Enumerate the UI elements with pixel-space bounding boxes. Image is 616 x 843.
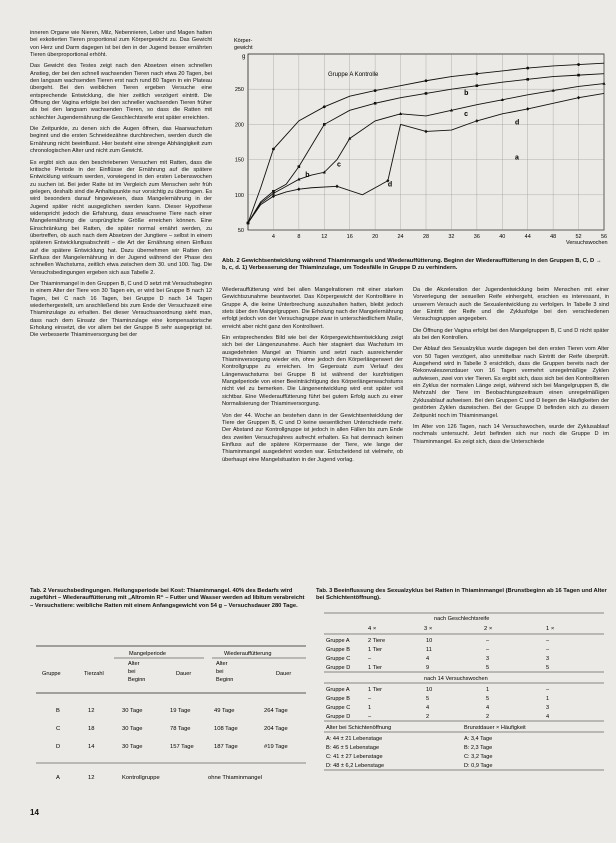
x-tick-label: 20 — [372, 234, 379, 240]
middle-text-column — [222, 287, 403, 468]
cell: 18 — [88, 726, 95, 732]
cell: 187 Tage — [214, 744, 238, 750]
paragraph: Der Ablauf des Sexualzyklus wurde dagegen bei den ersten Tieren vom Alter von 50 Tagen verzögert, also unmittelbar nach Eintritt der Reife überprüft. Ausgehend wird in Tabelle 3 ersichtlich, dass die Gruppen bereits nach der Rekonvaleszenzdauer von 16 Tagen vermehrt unregelmäßige Zyklen aufwiesen, zwei von vier Tieren. Es ergibt sich, dass sich bei den Kontrolltieren ein Zyklus der normalen Länge zeigt, während sich bei Mangelgruppen B, die Mehrzahl der Tiere im Beobachtungszeitraum einen unregelmäßigen Zyklusablauf aufweisen. Bei den Gruppen C und D liegen die Häufigkeiten der gestörten Zyklen dazwischen. Bei der Gruppe D befinden sich zu diesem Zeitpunkt noch im Thiaminmangel. — [413, 346, 609, 419]
table3-cell: 4 — [486, 705, 490, 711]
cell: A — [56, 775, 60, 781]
table3-cell: – — [368, 656, 372, 662]
x-tick-label: 36 — [473, 234, 480, 240]
table3-cell: 5 — [486, 665, 490, 671]
table3-cell: – — [546, 687, 550, 693]
data-point — [476, 84, 479, 87]
table2-row-a — [56, 775, 262, 781]
left-text-column — [30, 30, 212, 344]
x-tick-label: 16 — [346, 234, 353, 240]
data-point — [323, 123, 326, 126]
paragraph: Die Zeitpunkte, zu denen sich die Augen öffnen, das Haarwachstum beginnt und die ersten Schneidezähne durchbrechen, werden durch die Ernährung nicht beeinflusst. Hier besteht eine strenge Abhängigkeit zum chronologischen Alter und nicht zum Gewicht. — [30, 126, 212, 155]
point-label: c — [337, 161, 341, 169]
table3-cell: 1 Tier — [368, 647, 382, 653]
table3-block-b — [326, 687, 550, 720]
table3-cell: 5 — [486, 696, 490, 702]
cell: 264 Tage — [264, 708, 288, 714]
table3-cell: Gruppe B — [326, 647, 350, 653]
right-text-column — [413, 287, 609, 450]
table3-mid-head: nach 14 Versuchswochen — [424, 676, 488, 682]
data-point — [526, 78, 529, 81]
data-point — [425, 92, 428, 95]
table3-cell: 11 — [426, 647, 432, 653]
cell: #19 Tage — [264, 744, 288, 750]
table3-cell: Gruppe C — [326, 705, 351, 711]
table3-col: 1 × — [546, 626, 555, 632]
point-label: c — [464, 110, 469, 118]
data-point — [577, 63, 580, 66]
table2-grid — [36, 645, 314, 790]
table3-grid — [324, 612, 610, 802]
data-point — [374, 102, 377, 105]
table3-cell: 4 — [426, 656, 430, 662]
cell: C — [56, 726, 61, 732]
cell: 204 Tage — [264, 726, 288, 732]
paragraph: Ein entsprechendes Bild wie bei der Körpergewichtsentwicklung zeigt sich bei der Längenzunahme. Auch hier stagniert das Wachstum im ausgedehnten Mangel an Thiamin und setzt nach ausreichender Thiaminversorgung wieder ein, ohne jedoch den Körperlängenwert der Kontrollgruppe zu erreichen. Im Gegensatz zum Verlauf des Längenwachstums bei Gruppe B ist während der kurzfristigen Mangelperiode von einer Beeinträchtigung des Körperlängenwachstums nicht viel zu bemerken. Die Längenentwicklung wird erst später voll sichtbar. Eine Wiederauffütterung führt bei gutem Erfolg auch zu einer Normalisierung der Thiaminversorgung. — [222, 335, 403, 408]
table2-header-mangel: Mangelperiode — [129, 651, 167, 657]
x-tick-label: 8 — [297, 234, 301, 240]
table3-cell: – — [368, 696, 372, 702]
data-point — [526, 67, 529, 70]
table3-cell: 2 Tiere — [368, 638, 386, 644]
x-tick-label: 44 — [524, 234, 531, 240]
table3-foot-cell: A: 44 ± 21 Lebenstage — [326, 736, 383, 742]
cell: 19 Tage — [170, 708, 191, 714]
data-point — [425, 79, 428, 82]
table2-header-dauer-2: Dauer — [276, 671, 292, 677]
table3-cell: Gruppe C — [326, 656, 351, 662]
table3-cell: 1 Tier — [368, 665, 382, 671]
table3-cell: 5 — [426, 696, 430, 702]
cell: 157 Tage — [170, 744, 194, 750]
table3-cell: Gruppe A — [326, 687, 350, 693]
table3-cell: 3 — [546, 705, 550, 711]
x-axis-label: Versuchswochen — [566, 240, 608, 246]
x-tick-label: 56 — [600, 234, 608, 240]
table2-header-alter: Alter — [128, 661, 140, 667]
cell: 49 Tage — [214, 708, 235, 714]
table3-foot-cell: D: 0,9 Tage — [464, 763, 493, 769]
x-tick-label: 52 — [575, 234, 582, 240]
paragraph: Wiederauffütterung wird bei allen Mangelrationen mit einer starken Gewichtszunahme beantwortet. Das Körpergewicht der Kontrolltiere in Gruppe A, die keine Unterbrechung auszuhalten hatten, bleibt jedoch stets über den Mangelgruppen. Die Erholung nach der Mangelernährung erfolgt jedoch von der Versuchsgruppe zwar in unterschiedlichem Maße, erreicht aber nicht ganz den Kontrollwert. — [222, 287, 403, 330]
table3-caption: Tab. 3 Beeinflussung des Sexualzyklus bei Ratten in Thiaminmangel (Brunstbeginn ab 16 Tagen und Alter bei Schichtentöffnung). — [316, 588, 607, 602]
paragraph: Die Öffnung der Vagina erfolgt bei den Mangelgruppen B, C und D nicht später als bei den Kontrollen. — [413, 327, 609, 342]
cell: 78 Tage — [170, 726, 191, 732]
x-tick-label: 32 — [448, 234, 455, 240]
table2-header-gruppe: Gruppe — [42, 671, 61, 677]
table2-header-wieder-beginn: Beginn — [216, 677, 234, 683]
paragraph: Da die Akzeleration der Jugendentwicklung beim Menschen mit einer Vorverlegung der sexuellen Reife einhergeht, erschien es interessant, in unserem Versuch auch die Sexualentwicklung zu verfolgen. In Tabelle 3 sind der Eintritt der Reife und die Zyklusfolge bei den verschiedenen Versuchsgruppen angegeben. — [413, 287, 609, 323]
data-point — [297, 187, 300, 191]
data-point — [475, 119, 478, 123]
table3 — [324, 612, 610, 804]
table3-cell: – — [486, 638, 490, 644]
table2-caption: Tab. 2 Versuchsbedingungen. Heilungsperiode bei Kost: Thiaminmangel. 40% des Bedarfs wird zugeführt – Wiederauffütterung mit „Altromin R“ – Futter und Wasser werden ad libitum verabreicht – Versuchstiere: weibliche Ratten mit einem Anfangsgewicht von 54 g – Versuchsdauer 280 Tage. — [30, 588, 305, 609]
data-point — [424, 130, 427, 134]
table3-foot-head-right: Brunstdauer × Häufigkeit — [464, 725, 526, 731]
point-label: d — [515, 119, 520, 127]
cell: B — [56, 708, 60, 714]
table3-foot-cell: B: 46 ± 5 Lebenstage — [326, 745, 380, 751]
data-point — [374, 89, 377, 92]
table2-header-wieder-alter: Alter — [216, 661, 228, 667]
table2-header-dauer-1: Dauer — [176, 671, 192, 677]
x-tick-label: 28 — [422, 234, 430, 240]
paragraph: Es ergibt sich aus den beschriebenen Versuchen mit Ratten, dass die kritische Periode in der Einflüsse der Ernährung auf die spätere Entwicklung wirksam werden, vorwiegend in den ersten Lebenswochen zu suchen ist. Bei jeder Ratte ist im Vergleich zum Menschen sehr früh gelegen, deshalb sind die Anhaltspunkte nur vorsichtig zu übertragen. Es wird besonders darauf hingewiesen, dass Mangelernährung in der Jugend später nicht ausgeglichen werden kann. Dieser Hypothese widerspricht jedoch die Erfahrung, dass erwachsene Tiere nach einer Mangelernährung die ursprüngliche Größe erreichen können. Eine Einschränkung bei Ratten, die später normal ernährt werden, zu übertreffen, ob auch nach dem Absetzen der Jungtiere – selbst in einem späteren Entwicklungsabschnitt – die Art der Ernährung einen Einfluss auf die spätere Entwicklung hat. Dazu übernehmen wir Ratten den Einfluss der Mangelernährung in der Jugend während der Phase des schnellen Wachstums, zeitlich etwa zwischen dem 30. und 100. Tag. Die Versuchsbedingungen ergeben sich aus Tabelle 2. — [30, 159, 212, 276]
paragraph: Von der 44. Woche an bestehen dann in der Gewichtsentwicklung der Tiere der Gruppen B, C und D keine wesentlichen Unterschiede mehr. Der Abstand zur Kontrollgruppe ist jedoch in allen Fällen bis zum Ende des zweiten Versuchsjahres aufrecht erhalten. Es hat demnach keinen Einfluss auf die spätere Körpermasse der Tiere, wie lange der Thiaminmangel ausgedehnt worden war. Entscheidend ist vielmehr, ob überhaupt eine Mangelsituation in der Jugend vorlag. — [222, 412, 403, 463]
x-tick-label: 4 — [271, 234, 275, 240]
table3-cell: 4 — [546, 714, 550, 720]
y-axis-unit: g — [242, 54, 246, 60]
table3-cell: Gruppe D — [326, 714, 351, 720]
point-label: b — [305, 172, 310, 180]
table3-cell: 1 Tier — [368, 687, 382, 693]
table3-cell: 2 — [426, 714, 430, 720]
table3-head-top: nach Geschlechtsreife — [434, 616, 490, 622]
table3-cell: Gruppe B — [326, 696, 350, 702]
paragraph: Im Alter von 126 Tagen, nach 14 Versuchswochen, wurde der Zyklusablauf nochmals untersucht. Jetzt befinden sich nur noch die Gruppe D im Thiaminmangel. Es zeigt sich, dass die Unterschiede — [413, 423, 609, 445]
figure-caption: Abb. 2 Gewichtsentwicklung während Thiaminmangels und Wiederauffütterung. Beginn der Wiederauffütterung in den Gruppen B, C, D → b, c, d. 1) Verbesserung der Thiaminzulage, um Todesfälle in Gruppe D zu verhindern. — [222, 258, 602, 272]
data-point — [577, 96, 580, 100]
table3-foot-cell: B: 2,3 Tage — [464, 745, 493, 751]
table3-cell: 10 — [426, 687, 433, 693]
series-a-label: Gruppe A Kontrolle — [328, 72, 379, 78]
y-axis-label-line2: gewicht — [234, 45, 253, 51]
cell: 30 Tage — [122, 708, 143, 714]
table2-header-bei: bei — [128, 669, 136, 675]
point-label: a — [515, 154, 519, 162]
table3-foot-cell: D: 48 ± 6,2 Lebenstage — [326, 763, 385, 769]
table3-foot-cell: C: 3,2 Tage — [464, 754, 493, 760]
table3-cell: 4 — [426, 705, 430, 711]
page-number: 14 — [30, 808, 39, 817]
y-tick-label: 250 — [234, 87, 244, 94]
table3-cell: 9 — [426, 665, 430, 671]
y-tick-label: 150 — [234, 157, 244, 164]
weight-chart-svg — [222, 30, 610, 258]
x-tick-label: 12 — [321, 234, 328, 240]
table3-cell: 3 — [486, 656, 490, 662]
table3-cell: 5 — [546, 665, 550, 671]
data-point — [475, 72, 478, 75]
table3-foot-cell: C: 41 ± 27 Lebenstage — [326, 754, 383, 760]
table3-cell: – — [546, 647, 550, 653]
table3-foot — [326, 736, 493, 769]
table2-row-b — [56, 708, 288, 714]
weight-chart — [222, 30, 610, 258]
table2-header-wieder-bei: bei — [216, 669, 224, 675]
cell: 12 — [88, 775, 95, 781]
y-tick-label: 100 — [234, 192, 244, 199]
table3-cell: 1 — [546, 696, 550, 702]
data-point — [526, 107, 529, 111]
table3-cell: 1 — [486, 687, 490, 693]
cell: ohne Thiaminmangel — [208, 775, 263, 781]
cell: 30 Tage — [122, 744, 143, 750]
table3-cell: Gruppe A — [326, 638, 350, 644]
table2-header-tierzahl: Tierzahl — [84, 671, 104, 677]
data-point — [298, 165, 301, 168]
table3-cell: – — [546, 638, 550, 644]
table3-col: 3 × — [424, 626, 433, 632]
x-tick-label: 48 — [550, 234, 557, 240]
y-tick-label: 200 — [234, 122, 244, 129]
table3-col: 2 × — [484, 626, 493, 632]
table3-cell: 2 — [486, 714, 490, 720]
paragraph: Das Gewicht des Testes zeigt nach den Absetzen einen schnellen Anstieg, der bei den schnell wachsenden Tieren nach etwa 20 Tagen, bei den langsam wachsenden Tieren erst nach rund 80 Tagen in ein Plateau übergeht. Bei den weiblichen Tieren ergeben Versuche eine entsprechende Entwicklung, die hier zeitlich verzögert eintritt. Die Öffnung der Vagina erfolgte bei den schneller wachsenden Tieren früher als bei den langsam wachsenden Tieren, so dass die Ratten mit schlechter Jugendernährung die Geschlechtsreife erst später erreichten. — [30, 63, 212, 121]
cell: D — [56, 744, 61, 750]
table3-cell: – — [368, 714, 372, 720]
table3-foot-cell: A: 3,4 Tage — [464, 736, 493, 742]
x-tick-label: 40 — [499, 234, 506, 240]
paragraph: Der Thiaminmangel in den Gruppen B, C und D setzt mit Versuchsbeginn in einem Alter der Tiere von 30 Tagen ein, er wird bei Gruppe B nach 12 Tagen, bei C nach 16 Tagen, bei Gruppe D nach 14 Tagen wiederhergestellt, um anschließend bis zum Ende der Versuchszeit eine Thiaminzulage zu erhalten. Bei dieser Versuchsanordnung sieht man, dass nach dem Einsatz der Thiaminzulage eine kompensatorische Erholung einsetzt, die vor allem bei der Gruppe B sehr ausgeprägt ist. Die verbesserte Thiaminversorgung bei der — [30, 281, 212, 339]
point-label: b — [464, 89, 469, 97]
table2-header-wieder: Wiederauffütterung — [224, 651, 272, 657]
paragraph: inneren Organe wie Nieren, Milz, Nebennieren, Leber und Magen hatten bei exkotierten Tieren proportional zum Körpergewicht zu. Das Gewicht von Herz und Darm dagegen ist bei den in der Jugend besser ernährten Tieren überproportional erhöht. — [30, 30, 212, 59]
table2 — [36, 645, 314, 792]
cell: Kontrollgruppe — [122, 775, 160, 781]
cell: 108 Tage — [214, 726, 238, 732]
table3-block-a — [326, 638, 550, 671]
table3-cell: 3 — [546, 656, 550, 662]
table3-cell: – — [486, 647, 490, 653]
cell: 30 Tage — [122, 726, 143, 732]
data-point — [335, 185, 338, 189]
cell: 12 — [88, 708, 95, 714]
table3-col: 4 × — [368, 626, 377, 632]
data-point — [577, 74, 580, 77]
x-tick-label: 24 — [397, 234, 404, 240]
table2-row-d — [56, 744, 288, 750]
point-label: d — [387, 181, 393, 189]
y-tick-label: 50 — [237, 228, 244, 234]
cell: 14 — [88, 744, 95, 750]
table3-cell: Gruppe D — [326, 665, 351, 671]
data-point — [323, 105, 326, 108]
table2-header-beginn: Beginn — [128, 677, 146, 683]
table3-cell: 1 — [368, 705, 372, 711]
y-axis-label-line1: Körper- — [234, 38, 253, 44]
table3-foot-head-left: Alter bei Schichtenöffnung — [326, 725, 392, 731]
data-point — [272, 148, 275, 151]
table2-row-c — [56, 726, 288, 732]
table3-cell: 10 — [426, 638, 433, 644]
